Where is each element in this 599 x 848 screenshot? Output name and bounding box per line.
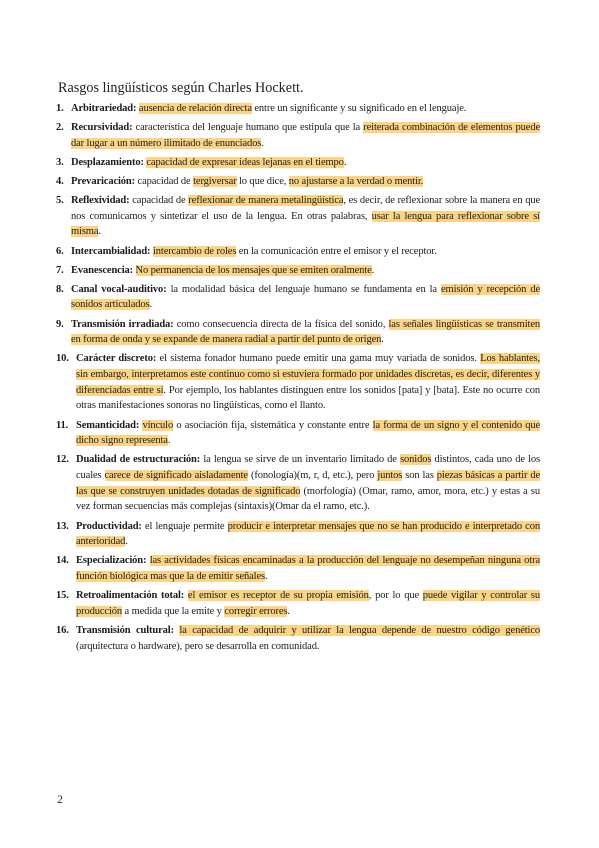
item-term: Desplazamiento: xyxy=(71,156,144,168)
highlighted-text: tergiversar xyxy=(193,175,237,187)
body-text: el lenguaje permite xyxy=(141,520,228,532)
list-item xyxy=(56,282,540,313)
body-text: . Por ejemplo, los hablantes distinguen entre los sonidos [pata] y [bata]. Este no ocurre con otras manifestaciones sonoras no lingüísticas, como el llanto. xyxy=(76,384,540,412)
item-term: Canal vocal-auditivo: xyxy=(71,283,167,295)
highlighted-text: puede vigilar y controlar su producción xyxy=(76,590,541,617)
body-text: son las xyxy=(402,470,437,482)
body-text: capacidad de xyxy=(135,175,194,187)
body-text: característica del lenguaje humano que estipula que la xyxy=(132,122,364,134)
item-term: Carácter discreto: xyxy=(76,353,157,365)
list-item xyxy=(56,244,540,260)
item-number: 8. xyxy=(56,283,64,295)
item-number: 12. xyxy=(56,454,69,466)
list-item xyxy=(56,101,540,117)
item-number: 14. xyxy=(56,555,69,567)
body-text: en la comunicación entre el emisor y el receptor. xyxy=(236,245,437,257)
highlighted-text: piezas básicas a partir de las que se construyen unidades dotadas de significado xyxy=(76,470,540,497)
list-item xyxy=(56,418,540,449)
item-number: 11. xyxy=(56,419,69,431)
item-number: 2. xyxy=(56,122,64,134)
body-text: capacidad de xyxy=(129,195,189,207)
item-number: 1. xyxy=(56,103,64,114)
list-item xyxy=(56,519,540,550)
highlighted-text: Los hablantes, sin embargo, interpretamos este continuo como si estuviera formado por unidades discretas, es decir, diferentes y diferenciadas entre sí xyxy=(76,353,541,396)
highlighted-text: usar la lengua para reflexionar sobre sí misma xyxy=(71,210,540,238)
body-text: . xyxy=(381,334,384,346)
item-term: Retroalimentación total: xyxy=(76,590,185,602)
highlighted-text: las actividades físicas encaminadas a la producción del lenguaje no desempeñan ninguna otra función biológica mas que la de emitir señales xyxy=(76,555,540,583)
body-text: (fonología)(m, r, d, etc.), pero xyxy=(247,470,378,482)
page-number: 2 xyxy=(57,792,63,806)
item-number: 6. xyxy=(56,245,64,257)
body-text: . xyxy=(261,137,264,149)
highlighted-text: capacidad de expresar ideas lejanas en el tiempo xyxy=(146,156,344,168)
body-text: entre un significante y su significado en el lenguaje. xyxy=(251,103,467,114)
body-text: lo que dice, xyxy=(236,175,289,187)
list-item xyxy=(56,120,540,151)
body-text: . xyxy=(125,536,128,548)
list-item xyxy=(56,193,540,240)
item-number: 15. xyxy=(56,590,69,602)
highlighted-text: producir e interpretar mensajes que no se han producido e interpretado con anterioridad xyxy=(76,520,540,548)
highlighted-text: no ajustarse a la verdad o mentir. xyxy=(288,175,424,187)
item-number: 9. xyxy=(56,318,64,330)
highlighted-text: ausencia de relación directa xyxy=(138,103,252,114)
item-number: 16. xyxy=(56,624,69,636)
body-text: como consecuencia directa de la física del sonido, xyxy=(173,318,389,330)
list-item xyxy=(56,452,540,515)
body-text: , por lo que xyxy=(368,590,423,602)
highlighted-text: sonidos xyxy=(400,454,432,466)
item-number: 4. xyxy=(56,175,64,187)
item-number: 7. xyxy=(56,264,64,276)
body-text: o asociación fija, sistemática y constante entre xyxy=(173,419,373,431)
highlighted-text: la capacidad de adquirir y utilizar la lengua depende de nuestro código genético xyxy=(179,624,541,636)
highlighted-text: corregir errores xyxy=(224,605,288,617)
body-text: . xyxy=(98,226,101,238)
body-text: , es decir, de reflexionar sobre la manera en que nos comunicamos y sintetizar el uso de la lengua. En otras palabras, xyxy=(71,195,540,222)
item-term: Evanescencia: xyxy=(71,264,134,276)
highlighted-text: emisión y recepción de sonidos articulados xyxy=(71,283,540,311)
list-item xyxy=(56,174,540,190)
highlighted-text: reflexionar de manera metalingüística xyxy=(188,195,344,207)
body-text: . xyxy=(343,156,347,168)
body-text: el sistema fonador humano puede emitir una gama muy variada de sonidos. xyxy=(156,353,481,365)
item-term: Reflexividad: xyxy=(71,195,130,207)
highlighted-text: No permanencia de los mensajes que se emiten oralmente xyxy=(135,264,372,276)
body-text: . xyxy=(264,571,268,583)
item-term: Dualidad de estructuración: xyxy=(76,454,201,466)
highlighted-text: el emisor es receptor de su propia emisión xyxy=(187,590,369,602)
item-term: Intercambialidad: xyxy=(71,245,151,257)
page-title: Rasgos lingüísticos según Charles Hockett. xyxy=(58,80,304,96)
item-number: 10. xyxy=(56,353,69,365)
item-number: 3. xyxy=(56,156,64,168)
body-text: (morfología) (Omar, ramo, amor, mora, etc.) y estas a su vez forman secuencias más complejas (sintaxis)(Omar da el ramo, etc.). xyxy=(76,485,540,513)
highlighted-text: la forma de un signo y el contenido que dicho signo representa xyxy=(76,419,540,447)
item-term: Productividad: xyxy=(76,520,142,532)
body-text: . xyxy=(149,299,153,311)
item-number: 5. xyxy=(56,195,64,207)
item-term: Semanticidad: xyxy=(76,419,140,431)
body-text: la modalidad básica del lenguaje humano se fundamenta en la xyxy=(166,283,441,295)
body-text: (arquitectura o hardware), pero se desarrolla en comunidad. xyxy=(76,640,320,652)
highlighted-text: carece de significado aisladamente xyxy=(104,470,248,482)
item-number: 13. xyxy=(56,520,69,532)
list-item xyxy=(56,155,540,171)
linguistic-features-list xyxy=(56,101,540,658)
list-item xyxy=(56,317,540,348)
body-text: la lengua se sirve de un inventario limitado de xyxy=(200,454,401,466)
highlighted-text: vínculo xyxy=(142,419,174,431)
item-term: Transmisión cultural: xyxy=(76,624,174,636)
list-item xyxy=(56,623,540,654)
body-text: . xyxy=(167,435,171,447)
item-term: Arbitrariedad: xyxy=(71,103,137,114)
highlighted-text: juntos xyxy=(377,470,403,482)
body-text: a medida que la emite y xyxy=(122,605,225,617)
body-text: distintos, cada uno de los cuales xyxy=(76,454,541,482)
item-term: Prevaricación: xyxy=(71,175,136,187)
body-text: . xyxy=(371,264,375,276)
body-text: . xyxy=(287,605,290,617)
item-term: Especialización: xyxy=(76,555,147,567)
highlighted-text: reiterada combinación de elementos puede dar lugar a un número ilimitado de enunciados xyxy=(71,122,541,149)
list-item xyxy=(56,553,540,584)
list-item xyxy=(56,263,540,279)
item-term: Transmisión irradiada: xyxy=(71,318,174,330)
highlighted-text: intercambio de roles xyxy=(152,245,237,257)
item-term: Recursividad: xyxy=(71,122,133,134)
highlighted-text: las señales lingüísticas se transmiten en forma de onda y se expande de manera radial a partir del punto de origen xyxy=(71,318,540,346)
list-item xyxy=(56,351,540,414)
list-item xyxy=(56,588,540,619)
